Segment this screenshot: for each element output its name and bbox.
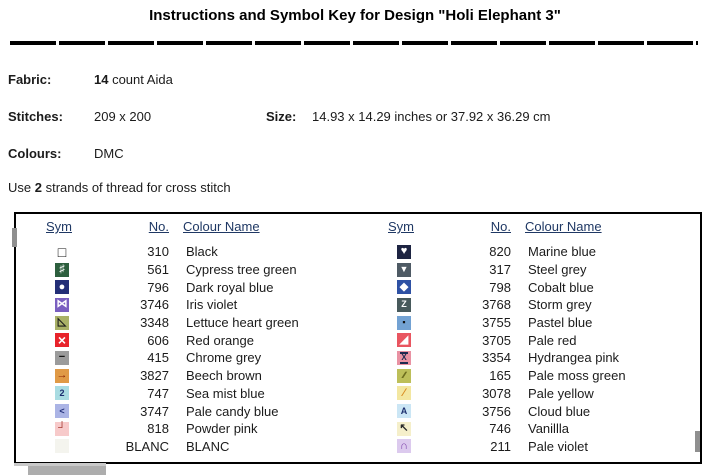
header-sym: Sym — [388, 219, 414, 234]
title-divider — [10, 41, 698, 45]
arrow-upleft-icon: ↖ — [399, 422, 409, 435]
left-scrollbar-thumb[interactable] — [12, 228, 17, 247]
header-colour-name: Colour Name — [183, 219, 260, 234]
key-row — [16, 314, 358, 332]
thread-number: 3354 — [482, 350, 511, 366]
symbol-swatch — [55, 439, 69, 453]
symbol-swatch — [55, 351, 69, 365]
size-value: 14.93 x 14.29 inches or 37.92 x 36.29 cm — [312, 109, 551, 124]
key-row — [358, 438, 700, 456]
key-row — [16, 367, 358, 385]
key-row — [16, 261, 358, 279]
letter-a-icon: A — [400, 405, 408, 416]
thread-number: 3756 — [482, 403, 511, 419]
key-row — [16, 438, 358, 456]
symbol-swatch — [55, 245, 69, 259]
thread-number: 310 — [147, 244, 169, 260]
fabric-value: 14 count Aida — [94, 72, 173, 87]
colour-name: Marine blue — [528, 244, 596, 260]
symbol-swatch — [55, 298, 69, 312]
colours-label: Colours: — [8, 146, 62, 161]
key-row — [16, 402, 358, 420]
thread-number: 3827 — [140, 368, 169, 384]
colour-name: BLANC — [186, 438, 230, 454]
size-label: Size: — [266, 109, 297, 124]
thread-number: 3705 — [482, 332, 511, 348]
thread-number: 3078 — [482, 385, 511, 401]
thread-number: 165 — [489, 368, 511, 384]
symbol-swatch — [55, 263, 69, 277]
page-title: Instructions and Symbol Key for Design "Holi Elephant 3" — [149, 7, 561, 24]
diamond-icon: ◆ — [399, 280, 409, 293]
colour-name: Pale moss green — [528, 368, 626, 384]
fabric-line — [0, 72, 710, 88]
thread-number: 796 — [147, 279, 169, 295]
thread-number: 798 — [489, 279, 511, 295]
colour-name: Pale red — [528, 332, 577, 348]
colour-name: Vanillla — [528, 421, 569, 437]
thread-number: 211 — [490, 438, 511, 454]
colour-name: Cypress tree green — [186, 262, 297, 278]
symbol-swatch — [397, 298, 411, 312]
thread-number: 3747 — [140, 403, 169, 419]
triangle-outline-icon: ◺ — [57, 316, 67, 329]
colour-name: Lettuce heart green — [186, 315, 299, 331]
thread-number: 606 — [147, 332, 169, 348]
key-row — [358, 349, 700, 367]
colours-line — [0, 146, 710, 162]
key-rows-right — [358, 243, 700, 455]
colour-name: Powder pink — [186, 421, 258, 437]
symbol-swatch — [397, 404, 411, 418]
stitches-label: Stitches: — [8, 109, 63, 124]
key-row — [16, 296, 358, 314]
key-row — [16, 243, 358, 261]
small-square-dot-icon: ▪ — [402, 317, 406, 328]
key-table-header — [358, 219, 700, 234]
symbol-swatch — [397, 386, 411, 400]
symbol-swatch — [397, 351, 411, 365]
slash-icon: ∕ — [403, 386, 405, 399]
key-row — [358, 278, 700, 296]
heart-icon: ♥ — [400, 245, 408, 258]
symbol-swatch — [55, 369, 69, 383]
colour-name: Black — [186, 244, 218, 260]
symbol-swatch — [55, 316, 69, 330]
sharp-icon: ♯ — [59, 263, 65, 276]
cap-intersection-icon: ∩ — [400, 439, 408, 452]
digit-two-icon: 2 — [59, 387, 65, 398]
symbol-swatch — [397, 369, 411, 383]
key-row — [358, 367, 700, 385]
colours-value: DMC — [94, 146, 124, 161]
colour-name: Storm grey — [528, 297, 592, 313]
key-row — [358, 261, 700, 279]
key-table-right-half — [358, 214, 700, 462]
header-no: No. — [490, 219, 511, 234]
symbol-key-table — [14, 212, 702, 464]
bowtie-icon: ⋈ — [56, 298, 68, 311]
colour-name: Pale yellow — [528, 385, 594, 401]
bottom-scrollbar-thumb[interactable] — [28, 466, 106, 475]
key-row — [358, 402, 700, 420]
colour-name: Red orange — [186, 332, 254, 348]
colour-name: Pastel blue — [528, 315, 593, 331]
colour-name: Dark royal blue — [186, 279, 274, 295]
stitches-value: 209 x 200 — [94, 109, 152, 124]
symbol-swatch — [397, 333, 411, 347]
header-colour-name: Colour Name — [525, 219, 602, 234]
key-row — [16, 385, 358, 403]
key-table-left-half — [16, 214, 358, 462]
thread-number: 3755 — [482, 315, 511, 331]
colour-name: Pale candy blue — [186, 403, 279, 419]
thread-number: 820 — [489, 244, 511, 260]
thread-number: 747 — [147, 385, 169, 401]
symbol-swatch — [55, 280, 69, 294]
thread-number: 746 — [489, 421, 511, 437]
symbol-swatch — [397, 439, 411, 453]
thread-number: 561 — [147, 262, 169, 278]
key-row — [358, 314, 700, 332]
key-table-header — [16, 219, 358, 234]
key-row — [16, 278, 358, 296]
arrow-right-icon: → — [56, 369, 68, 382]
header-no: No. — [148, 219, 169, 234]
less-than-icon: < — [59, 405, 65, 416]
key-row — [358, 296, 700, 314]
header-sym: Sym — [46, 219, 72, 234]
symbol-swatch — [55, 333, 69, 347]
symbol-swatch — [55, 422, 69, 436]
colour-name: Hydrangea pink — [528, 350, 620, 366]
strands-note — [0, 180, 710, 196]
fabric-label: Fabric: — [8, 72, 52, 87]
thread-number: 415 — [147, 350, 169, 366]
key-row — [358, 243, 700, 261]
symbol-swatch — [397, 280, 411, 294]
triangle-down-icon: ▼ — [399, 264, 409, 275]
thread-number: 3348 — [140, 315, 169, 331]
stitches-line — [0, 109, 710, 125]
square-outline-icon: □ — [57, 243, 67, 260]
key-row — [16, 420, 358, 438]
symbol-swatch — [397, 245, 411, 259]
colour-name: Beech brown — [186, 368, 262, 384]
letter-z-icon: Z — [401, 299, 407, 310]
circle-icon: ● — [58, 280, 66, 293]
colour-name: Steel grey — [528, 262, 587, 278]
corner-bracket-icon: ┘ — [58, 422, 66, 435]
colour-name: Cloud blue — [528, 403, 591, 419]
right-scrollbar-thumb[interactable] — [695, 431, 700, 452]
thread-number: BLANC — [125, 438, 169, 454]
minus-icon: − — [58, 351, 66, 364]
thread-number: 3768 — [482, 297, 511, 313]
thread-number: 317 — [489, 262, 511, 278]
triangle-corner-icon: ◢ — [399, 333, 409, 346]
thread-number: 818 — [147, 421, 169, 437]
key-row — [358, 420, 700, 438]
symbol-swatch — [55, 386, 69, 400]
colour-name: Pale violet — [528, 438, 588, 454]
strands-text: Use 2 strands of thread for cross stitch — [8, 180, 231, 195]
key-row — [16, 349, 358, 367]
colour-name: Sea mist blue — [186, 385, 265, 401]
x-icon: × — [57, 332, 67, 349]
symbol-swatch — [55, 404, 69, 418]
symbol-swatch — [397, 422, 411, 436]
thread-number: 3746 — [140, 297, 169, 313]
colour-name: Iris violet — [186, 297, 238, 313]
key-row — [16, 331, 358, 349]
key-rows-left — [16, 243, 358, 455]
symbol-swatch — [397, 263, 411, 277]
symbol-swatch — [397, 316, 411, 330]
key-row — [358, 331, 700, 349]
colour-name: Chrome grey — [186, 350, 262, 366]
colour-name: Cobalt blue — [528, 279, 594, 295]
hourglass-icon: X — [401, 352, 407, 362]
key-row — [358, 385, 700, 403]
